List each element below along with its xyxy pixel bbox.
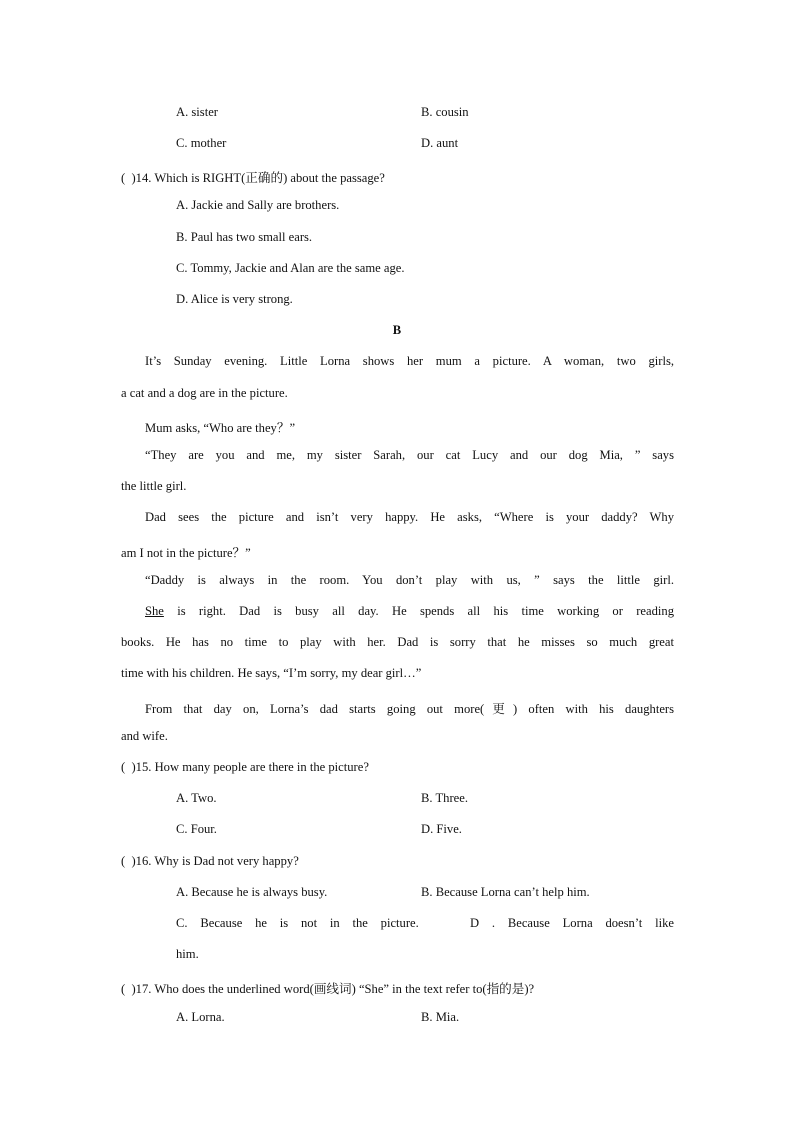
q15-option-a: A. Two. — [176, 791, 217, 805]
q14-stem: ( )14. Which is RIGHT(正确的) about the passage? — [121, 171, 385, 185]
q13-option-a: A. sister — [176, 105, 218, 119]
q15-option-c: C. Four. — [176, 822, 217, 836]
passage-line: books. He has no time to play with her. Dad is sorry that he misses so much great — [121, 635, 674, 649]
q16-option-c-d: C. Because he is not in the picture. D . Because Lorna doesn’t like — [176, 916, 674, 930]
underlined-word-she: She — [145, 604, 164, 618]
q17-option-b: B. Mia. — [421, 1010, 460, 1024]
q13-option-b: B. cousin — [421, 105, 469, 119]
q16-option-d-cont: him. — [176, 947, 199, 961]
q16-option-a: A. Because he is always busy. — [176, 885, 328, 899]
passage-line: “They are you and me, my sister Sarah, our cat Lucy and our dog Mia, ” says — [145, 448, 674, 462]
q15-option-b: B. Three. — [421, 791, 468, 805]
passage-line: From that day on, Lorna’s dad starts going out more(更) often with his daughters — [145, 702, 674, 716]
passage-line: “Daddy is always in the room. You don’t play with us, ” says the little girl. — [145, 573, 674, 587]
q17-stem: ( )17. Who does the underlined word(画线词) “She” in the text refer to(指的是)? — [121, 982, 535, 996]
passage-line — [145, 604, 674, 619]
passage-text: is right. Dad is busy all day. He spends all his time working or reading — [163, 604, 674, 618]
passage-line: Dad sees the picture and isn’t very happy. He asks, “Where is your daddy? Why — [145, 510, 674, 524]
passage-line: the little girl. — [121, 479, 187, 493]
q15-option-d: D. Five. — [421, 822, 462, 836]
q16-option-b: B. Because Lorna can’t help him. — [421, 885, 590, 899]
q15-stem: ( )15. How many people are there in the picture? — [121, 760, 369, 774]
q14-option-b: B. Paul has two small ears. — [176, 230, 313, 244]
q14-option-d: D. Alice is very strong. — [176, 292, 293, 306]
q14-option-a: A. Jackie and Sally are brothers. — [176, 198, 340, 212]
q16-stem: ( )16. Why is Dad not very happy? — [121, 854, 299, 868]
passage-line: and wife. — [121, 729, 168, 743]
q13-option-c: C. mother — [176, 136, 227, 150]
passage-line: It’s Sunday evening. Little Lorna shows her mum a picture. A woman, two girls, — [145, 354, 674, 368]
section-b-title: B — [392, 323, 402, 337]
q14-option-c: C. Tommy, Jackie and Alan are the same age. — [176, 261, 405, 275]
passage-line: a cat and a dog are in the picture. — [121, 386, 288, 400]
passage-line: am I not in the picture？” — [121, 546, 251, 560]
q17-option-a: A. Lorna. — [176, 1010, 225, 1024]
passage-line: Mum asks, “Who are they？” — [145, 421, 296, 435]
q13-option-d: D. aunt — [421, 136, 459, 150]
passage-line: time with his children. He says, “I’m sorry, my dear girl…” — [121, 666, 422, 680]
